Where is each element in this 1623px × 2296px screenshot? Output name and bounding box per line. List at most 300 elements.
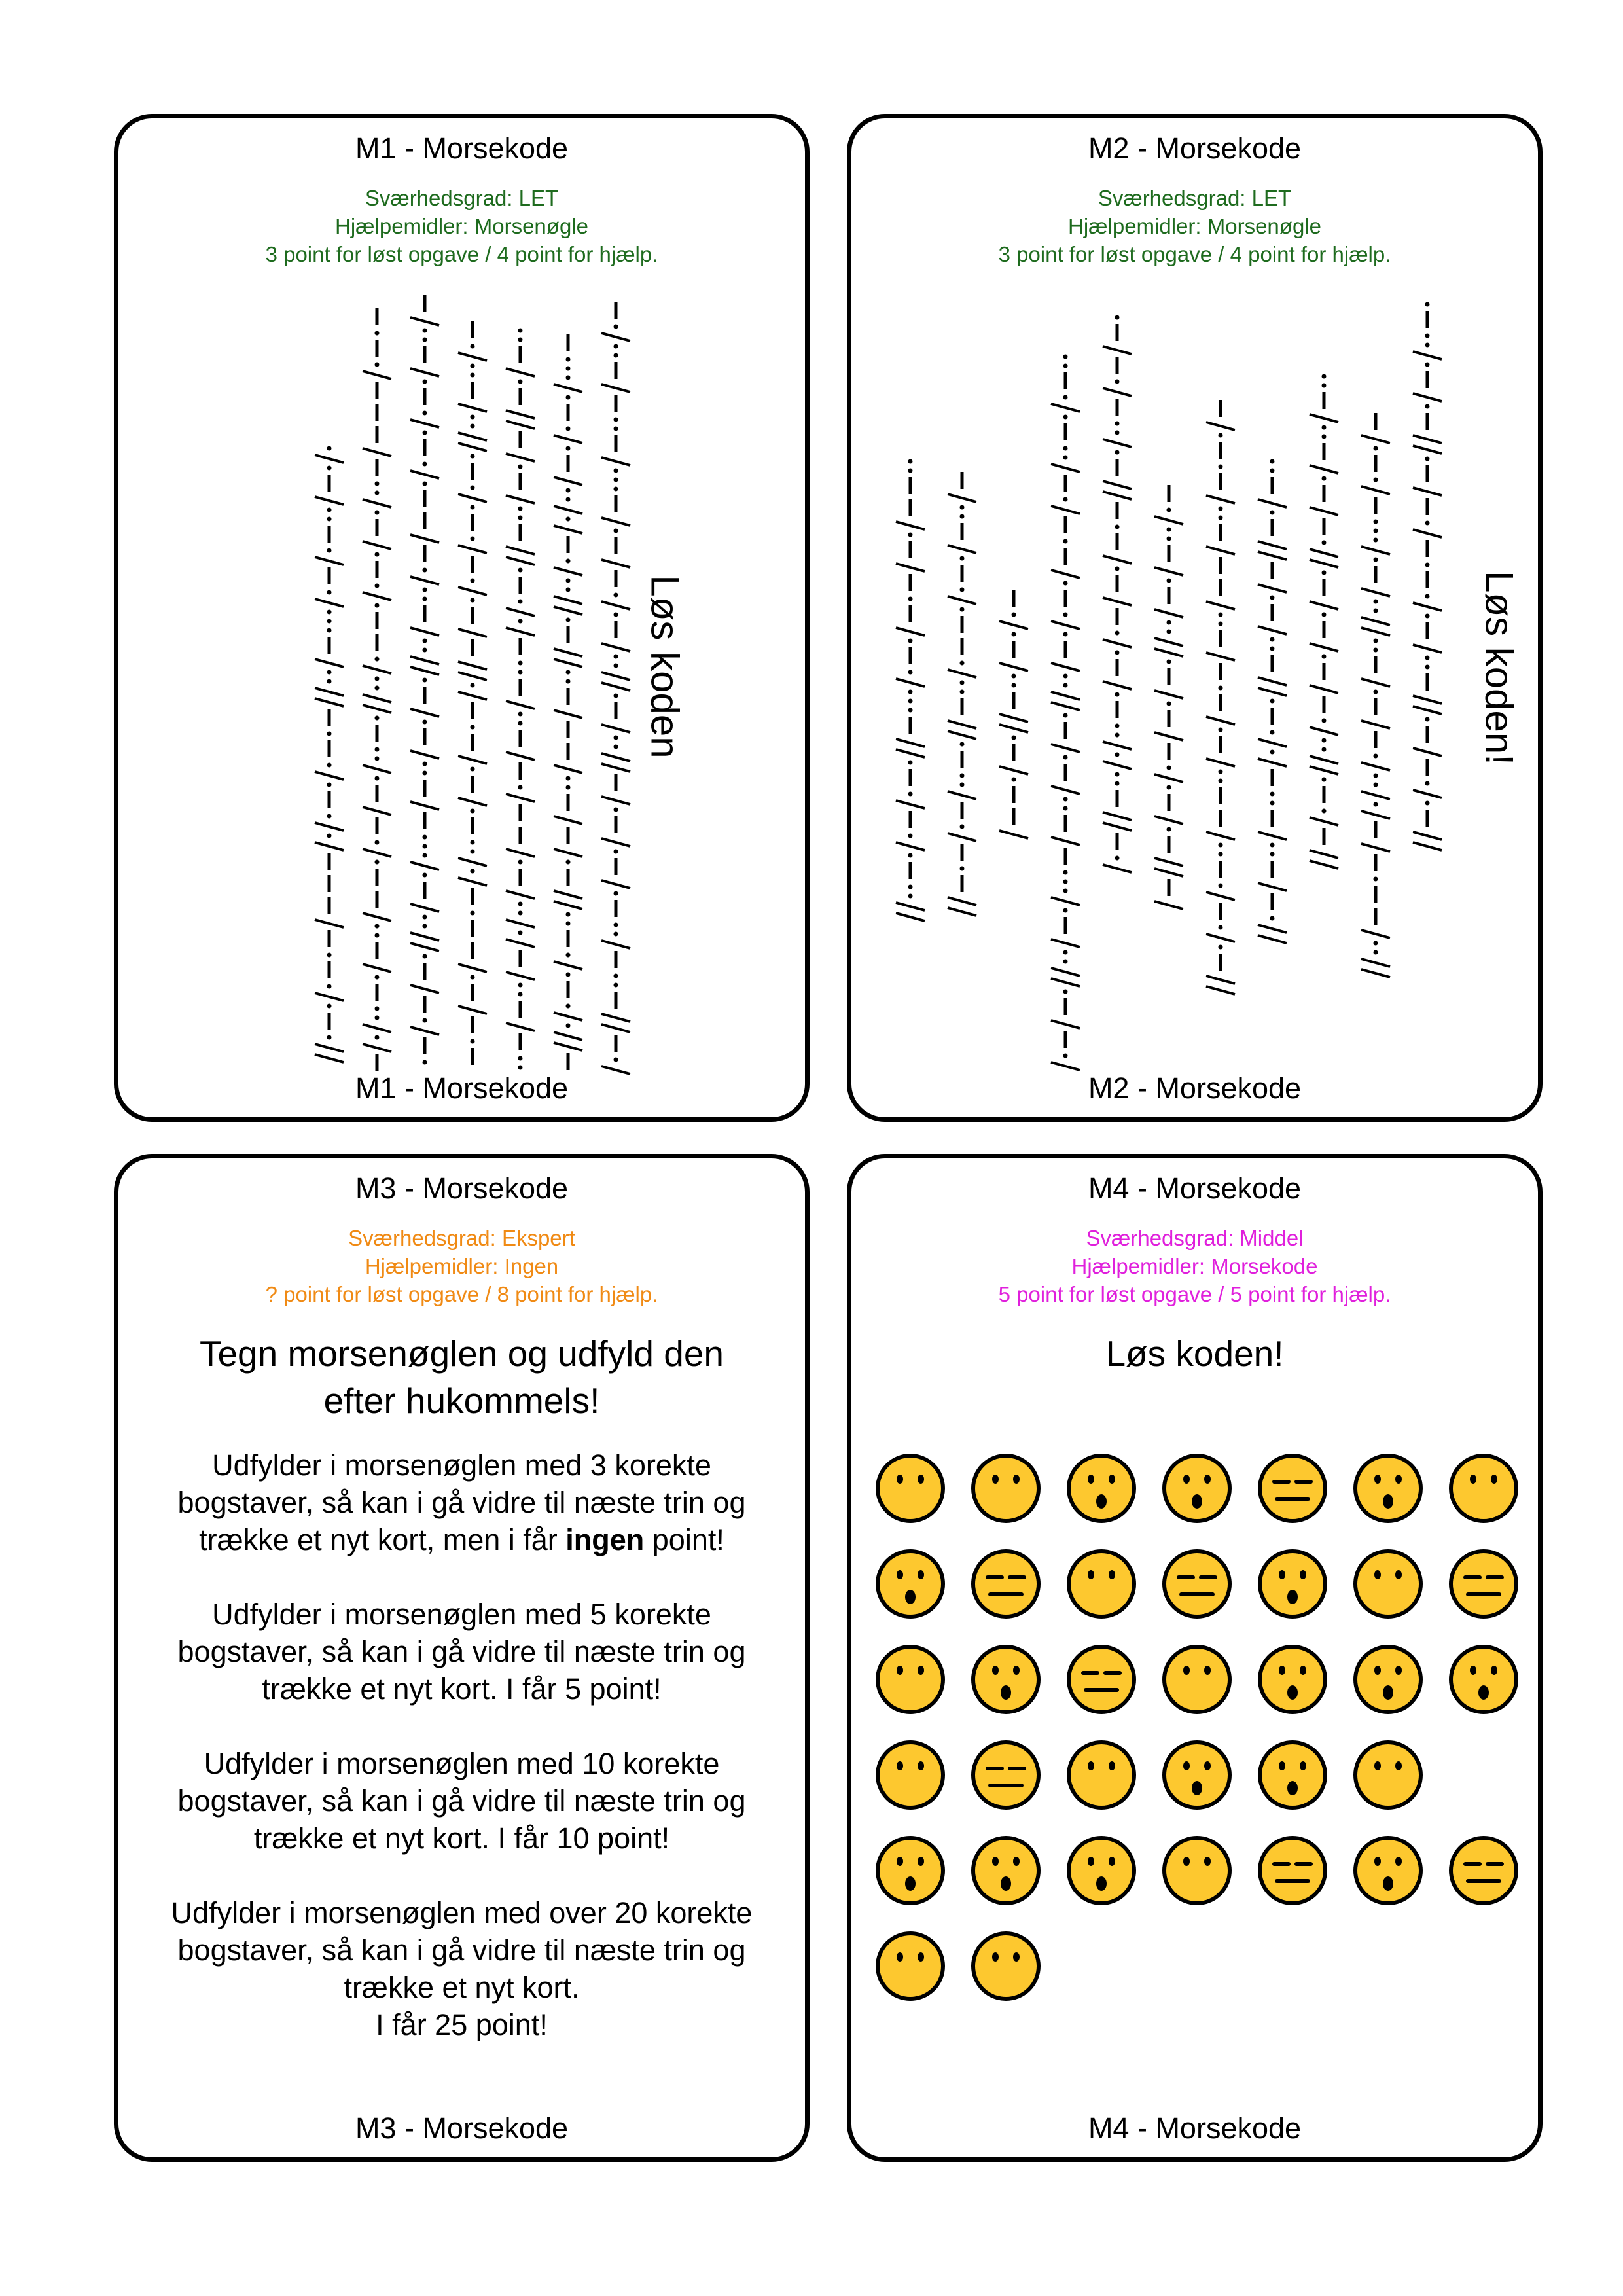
- morse-dot: [614, 427, 618, 431]
- morse-slash: [1258, 883, 1287, 891]
- morse-slash: [506, 939, 535, 947]
- morse-dot: [1063, 355, 1068, 359]
- morse-slash: [948, 545, 976, 553]
- rule-line: bogstaver, så kan i gå vidre til næste trin og: [177, 1635, 746, 1668]
- morse-dot: [908, 469, 913, 473]
- morse-dot: [471, 911, 475, 916]
- morse-dot: [1322, 541, 1327, 545]
- morse-dot: [960, 774, 965, 778]
- morse-slash: [1413, 393, 1442, 401]
- morse-slash: [506, 920, 535, 927]
- morse-dot: [518, 338, 523, 342]
- open-face-icon: [1256, 1643, 1329, 1716]
- morse-dot: [1167, 630, 1171, 634]
- morse-slash: [458, 692, 487, 700]
- morse-dot: [1425, 614, 1430, 619]
- morse-slash: [1154, 774, 1183, 782]
- rule-line: Udfylder i morsenøglen med 10 korekte: [204, 1747, 720, 1780]
- morse-slash: [1103, 346, 1132, 354]
- morse-dot: [1063, 908, 1068, 913]
- morse-dot: [614, 736, 618, 740]
- morse-dot: [1115, 724, 1120, 728]
- morse-slash: [363, 1024, 391, 1032]
- morse-dot: [1374, 783, 1378, 787]
- morse-dot: [1063, 755, 1068, 760]
- morse-slash: [363, 694, 391, 702]
- morse-slash: [363, 371, 391, 379]
- morse-dot: [1115, 772, 1120, 777]
- morse-dot: [518, 785, 523, 790]
- rule-text: trække et nyt kort, men i får: [199, 1523, 566, 1556]
- morse-dot: [375, 924, 380, 929]
- open-face-icon: [1065, 1834, 1138, 1907]
- morse-slash: [601, 457, 630, 465]
- morse-dot: [423, 873, 427, 878]
- morse-dot: [471, 840, 475, 845]
- morse-dot: [1167, 537, 1171, 541]
- morse-dot: [1063, 497, 1068, 502]
- morse-column: [999, 590, 1028, 838]
- morse-dot: [471, 486, 475, 490]
- morse-slash: [506, 701, 535, 709]
- morse-dot: [1425, 457, 1430, 461]
- morse-slash: [1310, 817, 1338, 825]
- morse-slash: [315, 1054, 344, 1062]
- morse-dot: [908, 894, 913, 899]
- morse-slash: [1103, 761, 1132, 769]
- morse-dot: [327, 763, 332, 768]
- morse-dot: [518, 902, 523, 906]
- morse-slash: [1413, 446, 1442, 454]
- morse-dot: [566, 559, 571, 564]
- morse-dot: [614, 891, 618, 896]
- morse-dot: [1219, 770, 1223, 774]
- morse-dot: [566, 912, 571, 917]
- morse-dot: [1322, 655, 1327, 659]
- morse-column: [1103, 315, 1132, 873]
- morse-slash: [410, 904, 439, 912]
- morse-slash: [1051, 786, 1080, 794]
- rule-paragraph: [145, 1596, 779, 1708]
- silent-face-icon: [874, 1452, 947, 1525]
- morse-dot: [1115, 781, 1120, 786]
- morse-dot: [1270, 792, 1275, 797]
- morse-dot: [375, 482, 380, 486]
- points-label: 5 point for løst opgave / 5 point for hjælp.: [998, 1282, 1391, 1306]
- morse-slash: [554, 506, 582, 514]
- morse-dot: [1063, 613, 1068, 617]
- morse-dot: [471, 415, 475, 420]
- morse-slash: [999, 663, 1028, 671]
- morse-dot: [1322, 719, 1327, 723]
- morse-slash: [506, 368, 535, 376]
- card-m1: [114, 114, 810, 1122]
- morse-dot: [1219, 622, 1223, 626]
- morse-slash: [1103, 481, 1132, 489]
- morse-slash: [554, 816, 582, 824]
- card-meta: [851, 1224, 1538, 1308]
- morse-slash: [1154, 516, 1183, 524]
- morse-slash: [1361, 844, 1390, 852]
- morse-slash: [1361, 435, 1390, 443]
- morse-dot: [375, 677, 380, 681]
- morse-slash: [1051, 570, 1080, 578]
- morse-dot: [1115, 753, 1120, 757]
- rule-paragraph: [145, 1894, 779, 2043]
- morse-slash: [1310, 850, 1338, 858]
- morse-slash: [1361, 628, 1390, 636]
- morse-slash: [1051, 663, 1080, 671]
- open-face-icon: [1351, 1834, 1425, 1907]
- morse-slash: [458, 1006, 487, 1014]
- morse-dot: [1219, 516, 1223, 520]
- morse-column: [315, 446, 344, 1063]
- morse-dot: [1063, 415, 1068, 420]
- morse-dot: [1012, 778, 1016, 782]
- card-footer: M3 - Morsekode: [355, 2111, 569, 2145]
- morse-column: [1258, 459, 1287, 944]
- morse-slash: [554, 1013, 582, 1020]
- morse-dot: [327, 590, 332, 595]
- morse-dot: [566, 785, 571, 790]
- morse-slash: [601, 797, 630, 804]
- morse-slash: [601, 725, 630, 732]
- morse-slash: [458, 629, 487, 637]
- morse-dot: [1374, 520, 1378, 524]
- morse-slash: [554, 526, 582, 533]
- morse-slash: [458, 662, 487, 670]
- morse-dot: [1374, 446, 1378, 451]
- morse-dot: [1322, 425, 1327, 430]
- card-title: M4 - Morsekode: [1088, 1172, 1302, 1205]
- morse-dot: [1115, 315, 1120, 320]
- morse-dot: [423, 853, 427, 858]
- morse-dot: [566, 1024, 571, 1028]
- morse-slash: [601, 518, 630, 526]
- card-meta: [118, 1224, 805, 1308]
- morse-slash: [506, 752, 535, 760]
- morse-dot: [1063, 797, 1068, 802]
- morse-dot: [423, 462, 427, 467]
- morse-dot: [1322, 384, 1327, 388]
- morse-slash: [363, 1044, 391, 1052]
- morse-dot: [1425, 563, 1430, 567]
- morse-dot: [1167, 620, 1171, 625]
- morse-dot: [1063, 713, 1068, 718]
- morse-slash: [601, 384, 630, 392]
- morse-dot: [566, 776, 571, 781]
- morse-slash: [458, 878, 487, 886]
- morse-dot: [908, 853, 913, 858]
- morse-dot: [1063, 674, 1068, 679]
- morse-slash: [999, 831, 1028, 838]
- open-face-icon: [874, 1834, 947, 1907]
- morse-slash: [1051, 506, 1080, 514]
- morse-dot: [1167, 579, 1171, 583]
- morse-dot: [1270, 699, 1275, 704]
- morse-slash: [458, 404, 487, 412]
- morse-slash: [601, 683, 630, 691]
- morse-dot: [614, 487, 618, 492]
- morse-dot: [614, 694, 618, 698]
- morse-dot: [566, 618, 571, 622]
- morse-slash: [1051, 404, 1080, 412]
- morse-dot: [1012, 613, 1016, 617]
- morse-slash: [1051, 897, 1080, 905]
- morse-dot: [471, 975, 475, 980]
- morse-dot: [1012, 632, 1016, 637]
- morse-dot: [1219, 433, 1223, 438]
- morse-dot: [566, 953, 571, 958]
- morse-dot: [1063, 870, 1068, 875]
- morse-dot: [1425, 302, 1430, 307]
- morse-slash: [315, 455, 344, 463]
- morse-slash: [363, 448, 391, 456]
- morse-slash: [363, 765, 391, 773]
- morse-dot: [327, 783, 332, 787]
- morse-slash: [601, 1014, 630, 1022]
- morse-dot: [1063, 1054, 1068, 1058]
- silent-face-icon: [874, 1643, 947, 1716]
- rule-line: bogstaver, så kan i gå vidre til næste trin og: [177, 1933, 746, 1967]
- morse-dot: [327, 628, 332, 633]
- morse-column: [1051, 355, 1080, 1071]
- morse-slash: [1361, 959, 1390, 967]
- morse-slash: [1206, 832, 1235, 840]
- morse-dot: [1374, 529, 1378, 533]
- morse-slash: [1051, 1020, 1080, 1028]
- morse-dot: [471, 809, 475, 814]
- morse-slash: [948, 897, 976, 905]
- morse-dot: [566, 446, 571, 451]
- morse-dot: [518, 380, 523, 384]
- morse-dot: [1219, 945, 1223, 950]
- morse-slash: [1258, 677, 1287, 685]
- morse-dot: [518, 507, 523, 511]
- morse-dot: [327, 466, 332, 471]
- morse-dot: [1374, 639, 1378, 643]
- morse-dot: [518, 619, 523, 624]
- morse-dot: [908, 885, 913, 889]
- morse-dot: [1270, 637, 1275, 642]
- morse-slash: [363, 666, 391, 673]
- morse-dot: [614, 745, 618, 749]
- morse-dot: [614, 808, 618, 812]
- morse-slash: [363, 964, 391, 972]
- morse-slash: [1258, 739, 1287, 747]
- morse-dot: [1425, 801, 1430, 806]
- morse-slash: [601, 941, 630, 948]
- morse-dot: [960, 690, 965, 694]
- morse-slash: [363, 807, 391, 815]
- morse-slash: [1206, 601, 1235, 609]
- morse-dot: [471, 373, 475, 378]
- morse-slash: [1051, 464, 1080, 472]
- morse-dot: [1115, 631, 1120, 636]
- morse-dot: [518, 329, 523, 333]
- morse-slash: [1310, 643, 1338, 651]
- morse-slash: [315, 993, 344, 1001]
- card-footer: M4 - Morsekode: [1088, 2111, 1302, 2145]
- morse-dot: [1219, 884, 1223, 888]
- morse-slash: [1258, 688, 1287, 696]
- rule-line: Udfylder i morsenøglen med 3 korekte: [212, 1448, 711, 1482]
- difficulty-label: Sværhedsgrad: LET: [365, 186, 559, 210]
- task-heading-line: Tegn morsenøglen og udfyld den: [199, 1333, 724, 1374]
- morse-dot: [1012, 683, 1016, 688]
- silent-face-icon: [1447, 1452, 1520, 1525]
- morse-slash: [410, 709, 439, 717]
- morse-dot: [1063, 880, 1068, 884]
- morse-slash: [601, 643, 630, 651]
- morse-dot: [960, 783, 965, 787]
- morse-dot: [471, 1039, 475, 1044]
- morse-slash: [948, 670, 976, 677]
- morse-dot: [614, 418, 618, 422]
- morse-slash: [1051, 978, 1080, 986]
- morse-dot: [614, 478, 618, 482]
- morse-dot: [908, 699, 913, 704]
- morse-column: [1206, 400, 1235, 994]
- morse-dot: [423, 954, 427, 959]
- morse-slash: [554, 891, 582, 899]
- rule-line: trække et nyt kort.: [344, 1971, 580, 2004]
- morse-dot: [1270, 469, 1275, 473]
- morse-slash: [999, 766, 1028, 774]
- morse-dot: [960, 607, 965, 612]
- rule-emphasis: ingen: [565, 1523, 645, 1556]
- morse-dot: [614, 1058, 618, 1062]
- morse-dot: [518, 516, 523, 520]
- difficulty-label: Sværhedsgrad: Ekspert: [348, 1226, 575, 1250]
- morse-slash: [1310, 861, 1338, 869]
- neutral-face-icon: [969, 1738, 1043, 1812]
- morse-dot: [960, 514, 965, 519]
- morse-slash: [1310, 766, 1338, 774]
- morse-dot: [423, 411, 427, 416]
- morse-slash: [1361, 617, 1390, 625]
- morse-slash: [1206, 422, 1235, 430]
- morse-dot: [518, 568, 523, 573]
- morse-dot: [614, 529, 618, 533]
- morse-slash: [601, 764, 630, 772]
- morse-slash: [1310, 727, 1338, 735]
- morse-slash: [410, 535, 439, 543]
- neutral-face-icon: [969, 1547, 1043, 1621]
- morse-slash: [506, 794, 535, 802]
- task-heading-line: efter hukommels!: [323, 1380, 600, 1421]
- morse-slash: [1361, 486, 1390, 494]
- morse-dot: [423, 588, 427, 592]
- morse-dot: [423, 482, 427, 486]
- rule-line: trække et nyt kort. I får 10 point!: [253, 1821, 670, 1855]
- morse-slash: [1361, 969, 1390, 977]
- morse-slash: [1310, 414, 1338, 422]
- morse-dot: [471, 505, 475, 510]
- morse-dot: [1115, 692, 1120, 697]
- morse-slash: [1051, 621, 1080, 629]
- morse-slash: [1051, 837, 1080, 845]
- morse-dot: [1374, 754, 1378, 759]
- morse-slash: [410, 943, 439, 951]
- morse-dot: [614, 923, 618, 927]
- morse-slash: [315, 557, 344, 565]
- morse-slash: [1413, 748, 1442, 756]
- morse-slash: [1310, 685, 1338, 693]
- morse-dot: [518, 600, 523, 604]
- morse-dot: [471, 869, 475, 874]
- morse-slash: [554, 607, 582, 615]
- morse-slash: [896, 628, 925, 636]
- morse-dot: [908, 533, 913, 537]
- morse-dot: [327, 953, 332, 958]
- morse-slash: [410, 985, 439, 993]
- morse-dot: [1374, 802, 1378, 807]
- morse-dot: [1219, 465, 1223, 469]
- silent-face-icon: [969, 1452, 1043, 1525]
- morse-dot: [375, 716, 380, 721]
- morse-dot: [614, 469, 618, 473]
- card-m3: [114, 1154, 810, 2162]
- morse-dot: [908, 834, 913, 838]
- morse-slash: [554, 435, 582, 443]
- morse-slash: [410, 1027, 439, 1035]
- open-face-icon: [969, 1834, 1043, 1907]
- rule-paragraph: [145, 1745, 779, 1857]
- morse-dot: [566, 376, 571, 380]
- morse-dot: [1425, 594, 1430, 599]
- morse-dot: [1322, 738, 1327, 743]
- morse-dot: [1012, 674, 1016, 679]
- card-footer: M2 - Morsekode: [1088, 1071, 1302, 1105]
- morse-slash: [410, 471, 439, 478]
- morse-dot: [1270, 647, 1275, 651]
- morse-dot: [375, 331, 380, 336]
- morse-dot: [471, 537, 475, 541]
- morse-dot: [327, 670, 332, 675]
- open-face-icon: [1447, 1643, 1520, 1716]
- morse-dot: [1270, 730, 1275, 735]
- morse-slash: [999, 714, 1028, 722]
- morse-dot: [375, 657, 380, 662]
- morse-slash: [506, 495, 535, 503]
- neutral-face-icon: [1256, 1834, 1329, 1907]
- morse-dot: [1374, 648, 1378, 653]
- morse-slash: [315, 772, 344, 780]
- morse-dot: [908, 597, 913, 601]
- morse-code-block: [118, 118, 814, 1126]
- rule-text: point!: [644, 1523, 724, 1556]
- morse-dot: [908, 690, 913, 694]
- morse-dot: [1115, 567, 1120, 571]
- morse-dot: [1115, 431, 1120, 435]
- open-face-icon: [1065, 1452, 1138, 1525]
- morse-slash: [1103, 598, 1132, 605]
- rule-line: [145, 1521, 779, 1558]
- morse-dot: [1270, 843, 1275, 848]
- morse-dot: [375, 975, 380, 980]
- morse-dot: [908, 792, 913, 797]
- morse-slash: [1413, 645, 1442, 653]
- task-heading: Løs koden!: [1105, 1333, 1284, 1374]
- morse-dot: [614, 850, 618, 854]
- morse-dot: [1063, 456, 1068, 460]
- morse-slash: [1206, 934, 1235, 942]
- morse-dot: [614, 983, 618, 988]
- morse-slash: [410, 862, 439, 870]
- morse-slash: [1206, 759, 1235, 766]
- morse-dot: [423, 762, 427, 766]
